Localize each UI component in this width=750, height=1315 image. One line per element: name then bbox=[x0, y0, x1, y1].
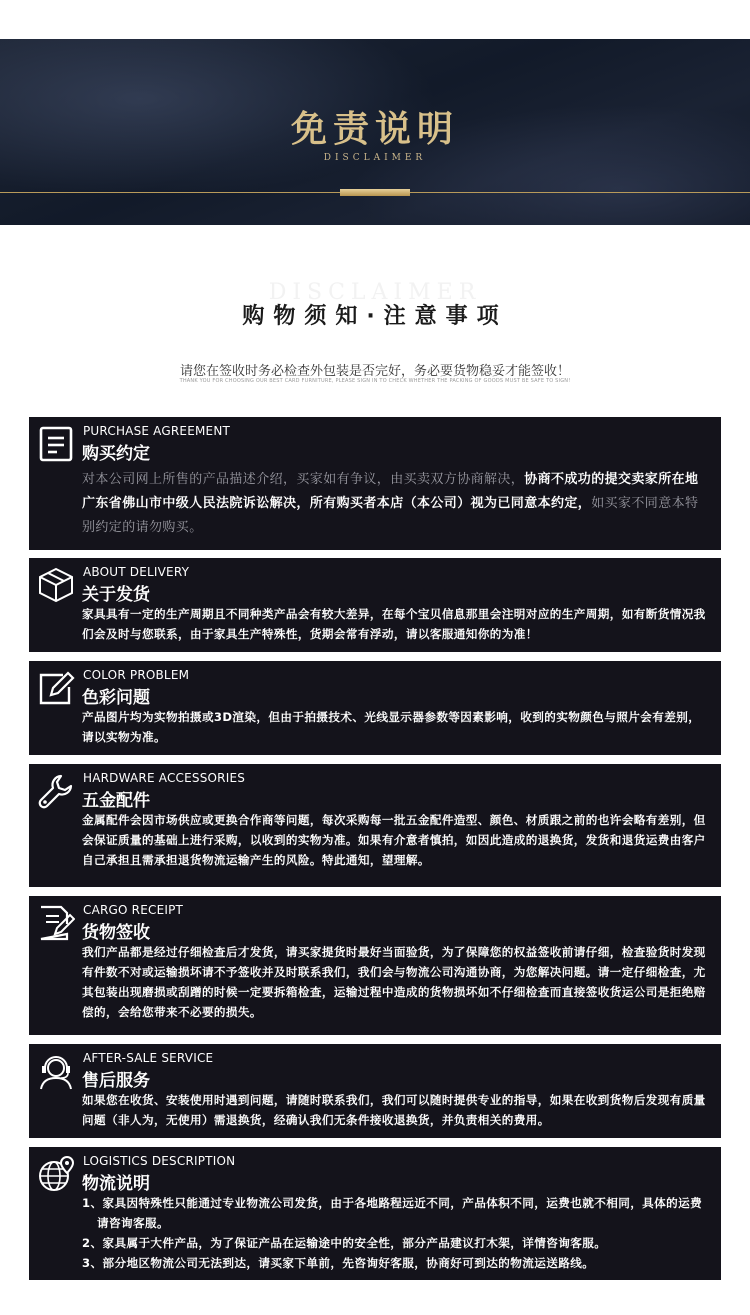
list-item: 1、家具因特殊性只能通过专业物流公司发货，由于各地路程远近不同，产品体积不同，运费也就不相同，具体的运费请咨询客服。 bbox=[82, 1196, 703, 1230]
section-body: 金属配件会因市场供应或更换合作商等问题，每次采购每一批五金配件造型、颜色、材质跟之前的也许会略有差别，但会保证质量的基础上进行采购，以收到的实物为准。如果有介意者慎拍，如因此造成的退换货，发货和退货运费由客户自己承担且需承担退货物流运输产生的风险。特此通知，望理解。 bbox=[82, 813, 706, 867]
section-cn-title: 五金配件 bbox=[82, 791, 150, 811]
section-en-title: LOGISTICS DESCRIPTION bbox=[83, 1154, 236, 1168]
notice-fine-print: THANK YOU FOR CHOOSING OUR BEST CARD FURNITURE, PLEASE SIGN IN TO CHECK WHETHER THE PACKING OF GOODS MUST BE SAFE TO SIGN! bbox=[179, 378, 571, 384]
section-body: 如果您在收货、安装使用时遇到问题，请随时联系我们，我们可以随时提供专业的指导，如果在收到货物后发现有质量问题（非人为，无使用）需退换货，经确认我们无条件接收退换货，并负责相关的费用。 bbox=[82, 1093, 706, 1127]
section-body: 产品图片均为实物拍摄或3D渲染，但由于拍摄技术、光线显示器参数等因素影响，收到的实物颜色与照片会有差别，请以实物为准。 bbox=[82, 710, 701, 744]
wrench-icon bbox=[37, 772, 75, 810]
section-cn-title: 货物签收 bbox=[82, 923, 150, 943]
globe-pin-icon bbox=[37, 1155, 75, 1193]
notice-subtitle: 请您在签收时务必检查外包装是否完好，务必要货物稳妥才能签收！ bbox=[179, 364, 570, 379]
section-body: 家具具有一定的生产周期且不同种类产品会有较大差异，在每个宝贝信息那里会注明对应的生产周期，如有断货情况我们会及时与您联系，由于家具生产特殊性，货期会常有浮动，请以客服通知你的为准！ bbox=[82, 607, 706, 641]
banner-gold-bar bbox=[340, 189, 410, 196]
list-item: 2、家具属于大件产品，为了保证产品在运输途中的安全性，部分产品建议打木架，详情咨询客服。 bbox=[82, 1236, 607, 1250]
edit-icon bbox=[37, 669, 75, 707]
box-icon bbox=[37, 566, 75, 604]
section-cargo-receipt bbox=[29, 896, 721, 1035]
section-hardware-accessories bbox=[29, 764, 721, 887]
body-text-normal: 对本公司网上所售的产品描述介绍，买家如有争议，由买卖双方协商解决， bbox=[82, 472, 525, 487]
section-body: 我们产品都是经过仔细检查后才发货，请买家提货时最好当面验货，为了保障您的权益签收前请仔细，检查验货时发现有件数不对或运输损坏请不予签收并及时联系我们，我们会与物流公司沟通协商，为您解决问题。请一定仔细检查，尤其包装出现磨损或刮蹭的时候一定要拆箱检查，运输过程中造成的货物损坏如不仔细检查而直接签收货运公司是拒绝赔偿的，会给您带来不必要的损失。 bbox=[82, 945, 706, 1019]
section-purchase-agreement bbox=[29, 417, 721, 550]
section-en-title: ABOUT DELIVERY bbox=[83, 565, 190, 579]
section-cn-title: 售后服务 bbox=[82, 1071, 150, 1091]
section-about-delivery bbox=[29, 558, 721, 652]
banner-title: 免责说明 bbox=[290, 108, 459, 150]
document-icon bbox=[37, 425, 75, 463]
section-en-title: PURCHASE AGREEMENT bbox=[83, 424, 231, 438]
body-text-bold: 协商不成功的提交卖家所在地广东省佛山市中级人民法院诉讼解决，所有购买者本店（本公司）视为已同意本约定， bbox=[82, 472, 699, 511]
banner-subtitle: DISCLAIMER bbox=[323, 153, 427, 163]
section-after-sale-service bbox=[29, 1044, 721, 1138]
section-en-title: AFTER-SALE SERVICE bbox=[83, 1051, 214, 1065]
section-cn-title: 色彩问题 bbox=[82, 688, 150, 708]
body-text-normal-end: 如买家不同意本特别约定的请勿购买。 bbox=[82, 496, 699, 535]
section-cn-title: 关于发货 bbox=[82, 585, 150, 605]
section-color-problem bbox=[29, 661, 721, 755]
section-cn-title: 购买约定 bbox=[82, 444, 150, 464]
section-body bbox=[82, 1193, 707, 1273]
section-en-title: COLOR PROBLEM bbox=[83, 668, 190, 682]
sign-document-icon bbox=[37, 904, 75, 942]
notice-title: 购物须知·注意事项 bbox=[242, 304, 508, 329]
section-cn-title: 物流说明 bbox=[82, 1174, 150, 1194]
section-logistics-description bbox=[29, 1147, 721, 1280]
headset-icon bbox=[37, 1052, 75, 1090]
section-en-title: CARGO RECEIPT bbox=[83, 903, 184, 917]
list-item: 3、部分地区物流公司无法到达，请买家下单前，先咨询好客服，协商好可到达的物流运送路线。 bbox=[82, 1256, 595, 1270]
disclaimer-banner bbox=[0, 39, 750, 225]
section-en-title: HARDWARE ACCESSORIES bbox=[83, 771, 246, 785]
notice-watermark: DISCLAIMER bbox=[268, 280, 482, 305]
section-body bbox=[82, 468, 707, 540]
